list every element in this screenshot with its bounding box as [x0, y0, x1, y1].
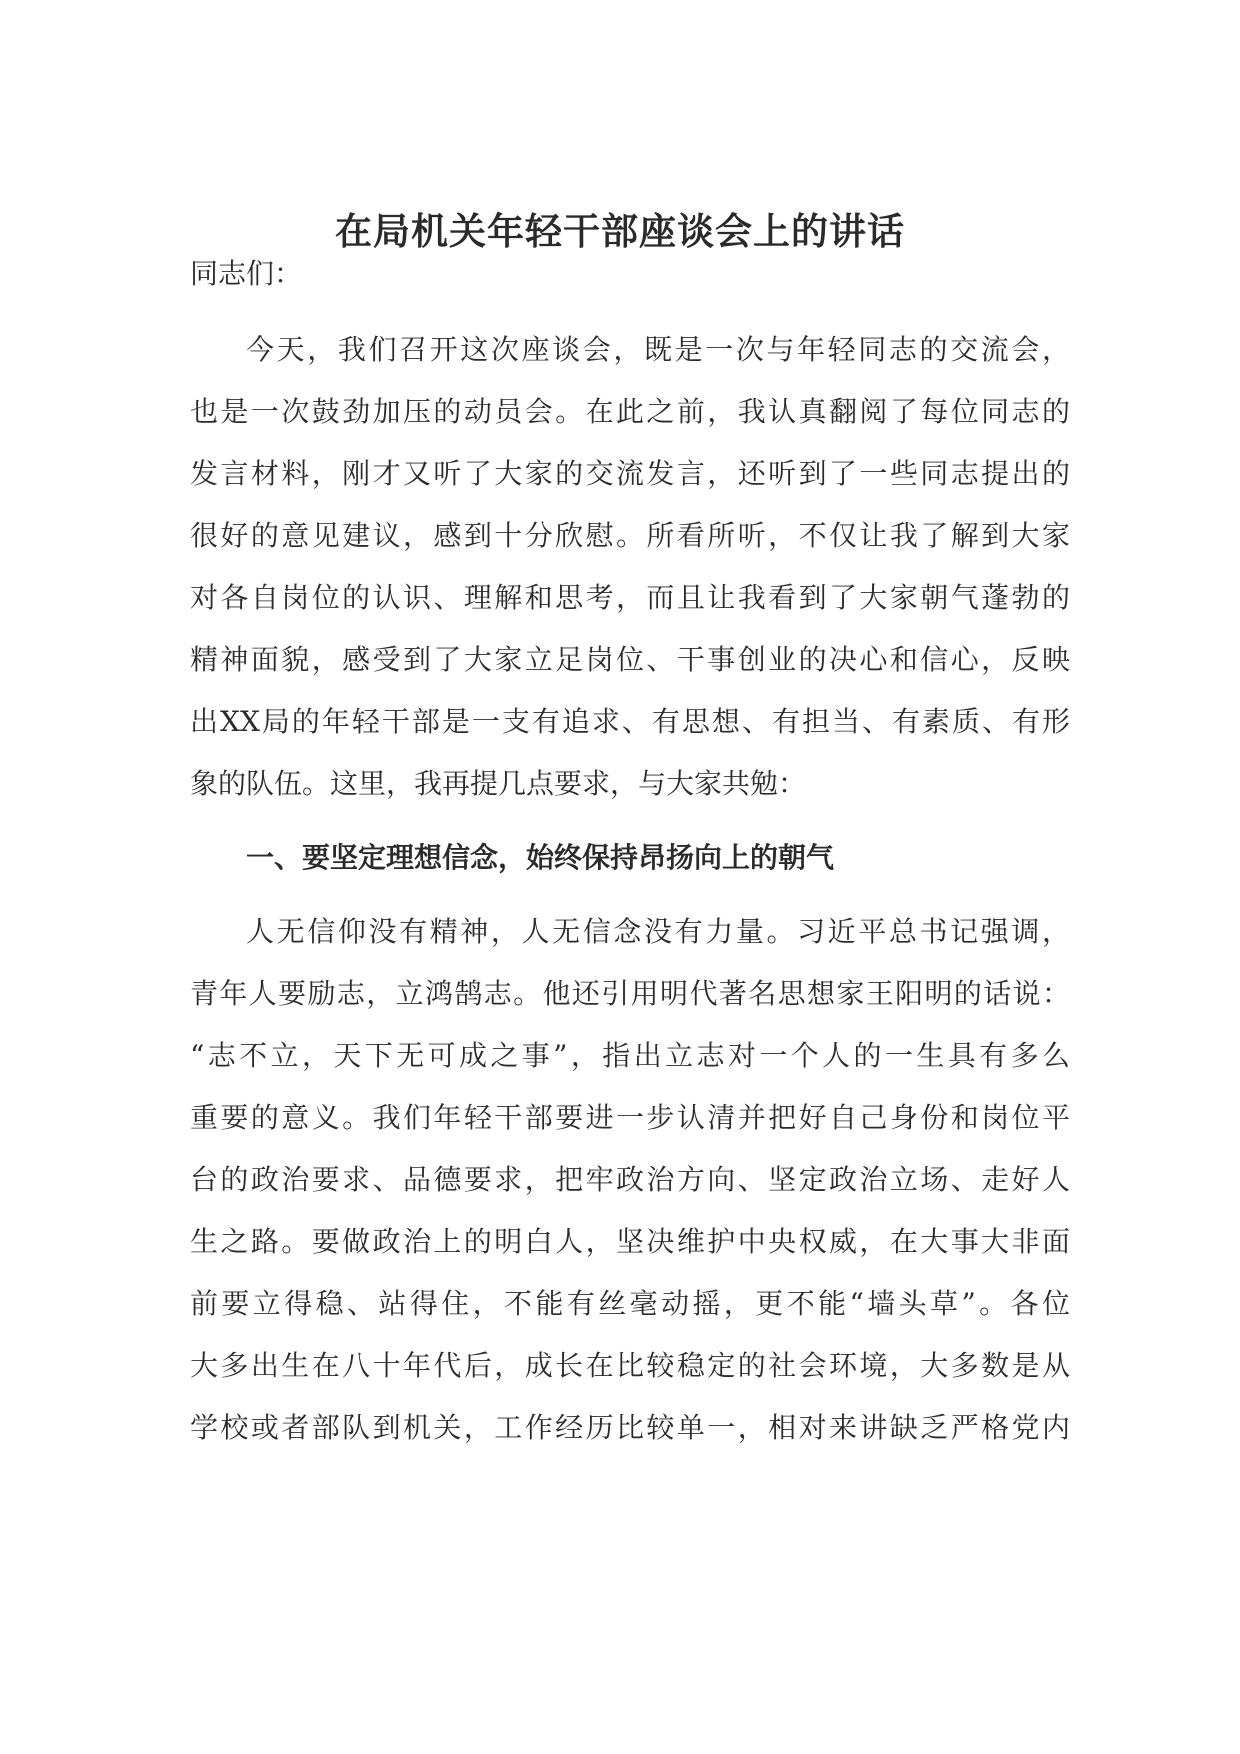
- paragraph-line: 前要立得稳、站得住，不能有丝毫动摇，更不能“墙头草”。各位: [190, 1287, 1070, 1320]
- salutation: 同志们：: [190, 257, 303, 290]
- paragraph-line: 大多出生在八十年代后，成长在比较稳定的社会环境，大多数是从: [190, 1349, 1070, 1382]
- paragraph-line: 出XX局的年轻干部是一支有追求、有思想、有担当、有素质、有形: [190, 705, 1070, 738]
- paragraph-line: 发言材料，刚才又听了大家的交流发言，还听到了一些同志提出的: [190, 457, 1070, 490]
- paragraph-line: 很好的意见建议，感到十分欣慰。所看所听，不仅让我了解到大家: [190, 519, 1070, 552]
- paragraph-line: 重要的意义。我们年轻干部要进一步认清并把好自己身份和岗位平: [190, 1101, 1070, 1134]
- paragraph-line: 象的队伍。这里，我再提几点要求，与大家共勉：: [190, 767, 807, 800]
- paragraph-line: 今天，我们召开这次座谈会，既是一次与年轻同志的交流会，: [246, 333, 1070, 366]
- paragraph-line: 青年人要励志，立鸿鹄志。他还引用明代著名思想家王阳明的话说：: [190, 977, 1070, 1010]
- paragraph-line: 生之路。要做政治上的明白人，坚决维护中央权威，在大事大非面: [190, 1225, 1070, 1258]
- paragraph-line: 也是一次鼓劲加压的动员会。在此之前，我认真翻阅了每位同志的: [190, 395, 1070, 428]
- section-heading: 一、要坚定理想信念，始终保持昂扬向上的朝气: [246, 841, 835, 874]
- paragraph-line: 台的政治要求、品德要求，把牢政治方向、坚定政治立场、走好人: [190, 1163, 1070, 1196]
- paragraph-line: “志不立，天下无可成之事”，指出立志对一个人的一生具有多么: [190, 1039, 1070, 1072]
- document-title: 在局机关年轻干部座谈会上的讲话: [335, 210, 905, 253]
- paragraph-line: 对各自岗位的认识、理解和思考，而且让我看到了大家朝气蓬勃的: [190, 581, 1070, 614]
- paragraph-line: 精神面貌，感受到了大家立足岗位、干事创业的决心和信心，反映: [190, 643, 1070, 676]
- paragraph-line: 人无信仰没有精神，人无信念没有力量。习近平总书记强调，: [246, 915, 1070, 948]
- paragraph-line: 学校或者部队到机关，工作经历比较单一，相对来讲缺乏严格党内: [190, 1411, 1070, 1444]
